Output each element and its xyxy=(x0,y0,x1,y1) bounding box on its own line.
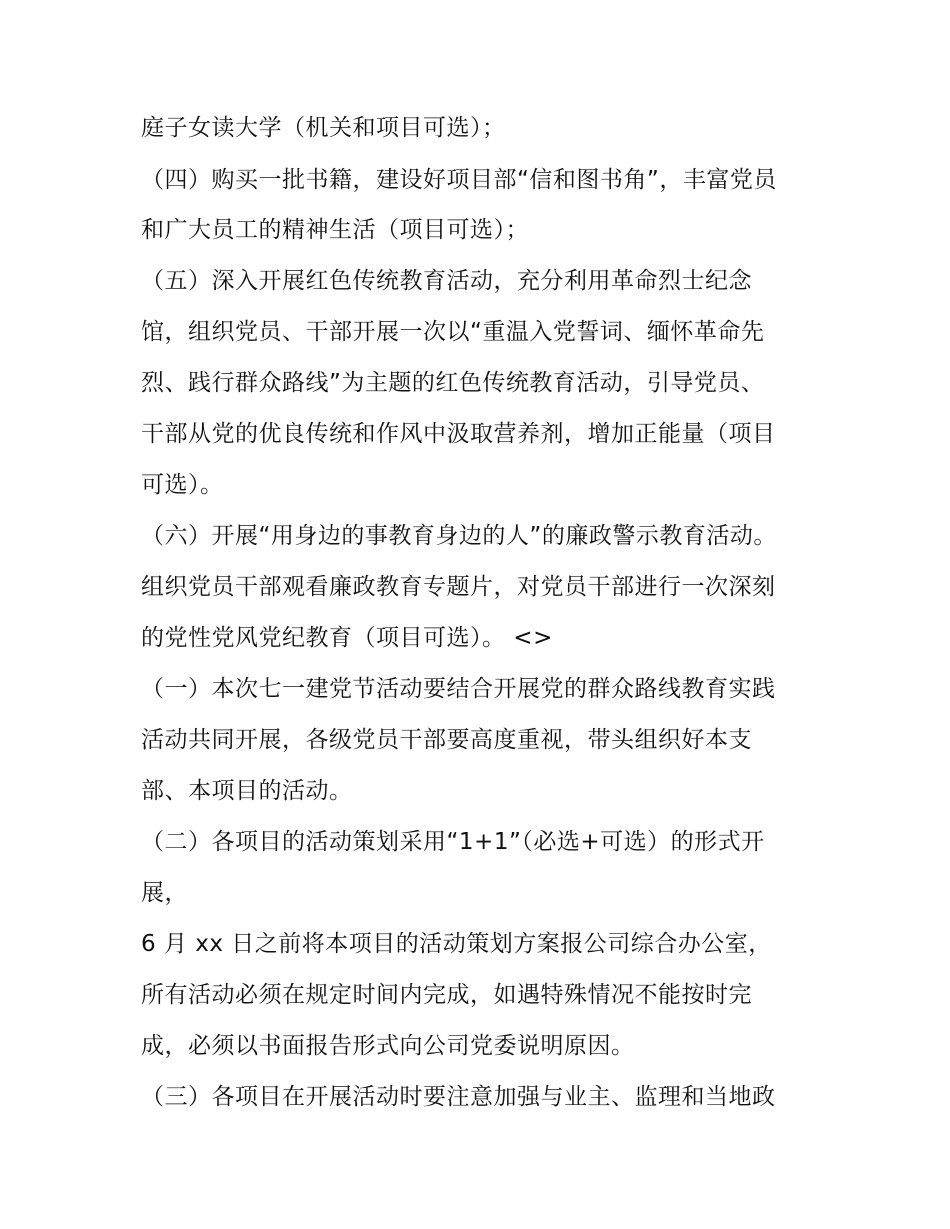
text-line: 组织党员干部观看廉政教育专题片，对党员干部进行一次深刻 xyxy=(141,574,776,600)
text-line: 活动共同开展，各级党员干部要高度重视，带头组织好本支 xyxy=(141,727,752,753)
text-line: 所有活动必须在规定时间内完成，如遇特殊情况不能按时完 xyxy=(141,982,752,1008)
text-line: 庭子女读大学（机关和项目可选）； xyxy=(141,115,506,141)
text-line: 烈、践行群众路线”为主题的红色传统教育活动，引导党员、 xyxy=(141,370,765,396)
text-line: 6 月 xx 日之前将本项目的活动策划方案报公司综合办公室， xyxy=(141,931,772,957)
text-line: 和广大员工的精神生活（项目可选）； xyxy=(141,217,529,243)
text-line: （六）开展“用身边的事教育身边的人”的廉政警示教育活动。 xyxy=(141,523,777,549)
text-line: （三）各项目在开展活动时要注意加强与业主、监理和当地政 xyxy=(141,1084,776,1110)
text-line: （二）各项目的活动策划采用“1+1”（必选+可选）的形式开 xyxy=(141,829,765,855)
text-line: 部、本项目的活动。 xyxy=(141,778,353,804)
text-line: （五）深入开展红色传统教育活动，充分利用革命烈士纪念 xyxy=(141,268,752,294)
text-line: 干部从党的优良传统和作风中汲取营养剂，增加正能量（项目 xyxy=(141,421,776,447)
text-line: （四）购买一批书籍，建设好项目部“信和图书角”，丰富党员 xyxy=(141,167,777,193)
text-line: 展， xyxy=(141,880,188,906)
text-line: 成，必须以书面报告形式向公司党委说明原因。 xyxy=(141,1033,635,1059)
text-line: 馆，组织党员、干部开展一次以“重温入党誓词、缅怀革命先 xyxy=(141,319,765,345)
text-line: 可选）。 xyxy=(141,472,224,498)
text-line: 的党性党风党纪教育（项目可选）。 <> xyxy=(141,625,553,651)
text-line: （一）本次七一建党节活动要结合开展党的群众路线教育实践 xyxy=(141,676,776,702)
